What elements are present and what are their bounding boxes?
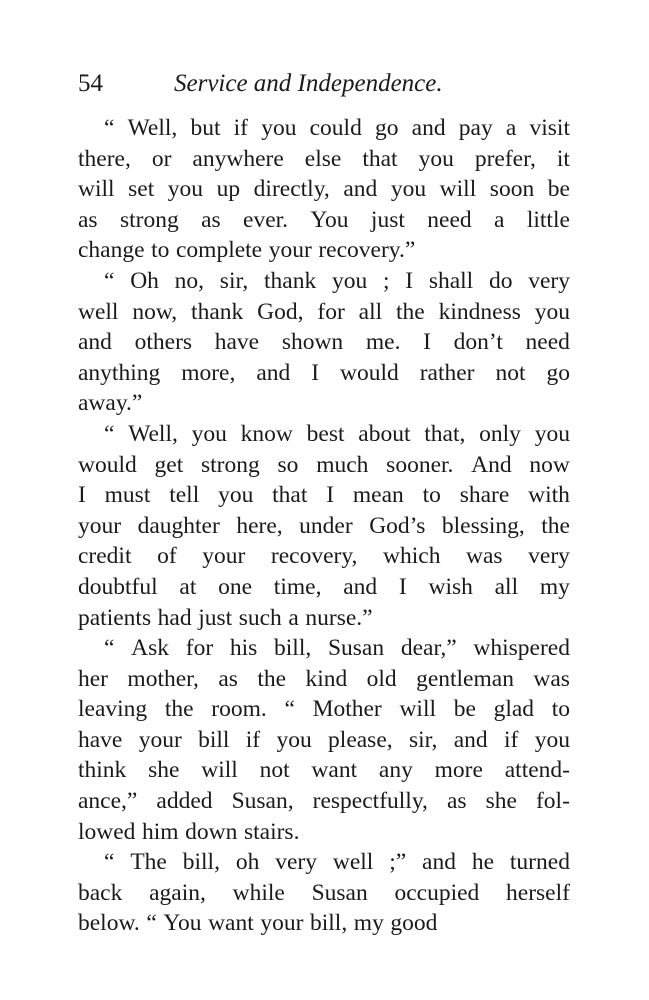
paragraph	[78, 633, 570, 847]
text-line: leaving the room. “ Mother will be glad to	[78, 696, 570, 723]
text-line: “ Ask for his bill, Susan dear,” whispered	[104, 635, 570, 662]
text-line: well now, thank God, for all the kindness you	[78, 298, 570, 325]
text-line: think she will not want any more attend-	[78, 757, 570, 784]
text-line: back again, while Susan occupied herself	[78, 879, 570, 906]
body-text	[78, 113, 570, 939]
text-line: your daughter here, under God’s blessing, the	[78, 512, 570, 539]
text-line: ance,” added Susan, respectfully, as she fol-	[78, 788, 570, 815]
text-line: “ Oh no, sir, thank you ; I shall do very	[104, 267, 570, 294]
paragraph	[78, 847, 570, 939]
text-line: away.”	[78, 390, 143, 417]
text-line: “ The bill, oh very well ;” and he turned	[104, 849, 570, 876]
paragraph	[78, 266, 570, 419]
text-line: “ Well, but if you could go and pay a visit	[104, 115, 570, 141]
page-header	[78, 70, 573, 106]
text-line: lowed him down stairs.	[78, 818, 300, 845]
text-line: change to complete your recovery.”	[78, 237, 416, 264]
text-line: “ Well, you know best about that, only you	[104, 420, 570, 447]
text-line: credit of your recovery, which was very	[78, 543, 570, 570]
paragraph	[78, 419, 570, 633]
text-line: there, or anywhere else that you prefer, it	[78, 145, 570, 172]
text-line: doubtful at one time, and I wish all my	[78, 573, 570, 600]
text-line: her mother, as the kind old gentleman was	[78, 665, 570, 692]
text-line: anything more, and I would rather not go	[78, 359, 570, 386]
text-line: patients had just such a nurse.”	[78, 604, 373, 631]
text-line: have your bill if you please, sir, and if you	[78, 726, 570, 753]
text-line: and others have shown me. I don’t need	[78, 329, 570, 356]
text-line: below. “ You want your bill, my good	[78, 910, 438, 937]
paragraph	[78, 113, 570, 266]
text-line: would get strong so much sooner. And now	[78, 451, 570, 478]
text-line: as strong as ever. You just need a little	[78, 206, 570, 233]
page-number: 54	[78, 70, 103, 97]
running-head: Service and Independence.	[174, 70, 443, 97]
text-line: I must tell you that I mean to share with	[78, 482, 570, 509]
text-line: will set you up directly, and you will soon be	[78, 176, 570, 203]
